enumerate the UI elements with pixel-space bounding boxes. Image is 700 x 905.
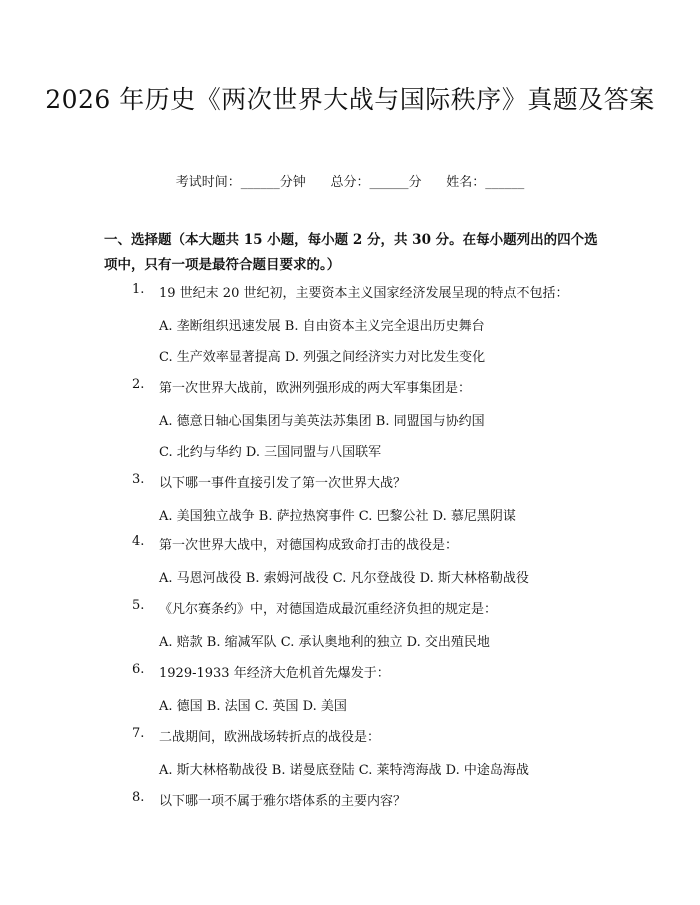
question-text: 二战期间，欧洲战场转折点的战役是： xyxy=(159,730,381,745)
question-number: 5. xyxy=(132,598,145,613)
question-text: 第一次世界大战前，欧洲列强形成的两大军事集团是： xyxy=(159,381,472,396)
question-text: 19 世纪末 20 世纪初，主要资本主义国家经济发展呈现的特点不包括： xyxy=(159,286,569,301)
question-text: 第一次世界大战中，对德国构成致命打击的战役是： xyxy=(159,538,459,553)
answer-options: A. 美国独立战争 B. 萨拉热窝事件 C. 巴黎公社 D. 慕尼黑阴谋 xyxy=(159,509,516,524)
question-number: 8. xyxy=(132,790,145,805)
question-text: 以下哪一事件直接引发了第一次世界大战？ xyxy=(159,476,407,491)
answer-options: A. 马恩河战役 B. 索姆河战役 C. 凡尔登战役 D. 斯大林格勒战役 xyxy=(159,571,529,586)
answer-options: A. 斯大林格勒战役 B. 诺曼底登陆 C. 莱特湾海战 D. 中途岛海战 xyxy=(159,763,529,778)
answer-options: A. 赔款 B. 缩减军队 C. 承认奥地利的独立 D. 交出殖民地 xyxy=(159,635,490,650)
question-text: 《凡尔赛条约》中，对德国造成最沉重经济负担的规定是： xyxy=(159,602,498,617)
answer-options: C. 北约与华约 D. 三国同盟与八国联军 xyxy=(159,445,382,460)
section-heading: 一、选择题（本大题共 15 小题，每小题 2 分，共 30 分。在每小题列出的四个选项中，只有一项是最符合题目要求的。） xyxy=(104,232,598,273)
question-text: 1929-1933 年经济大危机首先爆发于： xyxy=(159,666,390,681)
question-number: 1. xyxy=(132,282,145,297)
question-number: 2. xyxy=(132,377,145,392)
answer-options: A. 垄断组织迅速发展 B. 自由资本主义完全退出历史舞台 xyxy=(159,319,485,334)
question-number: 3. xyxy=(132,472,145,487)
question-number: 7. xyxy=(132,726,145,741)
question-text: 以下哪一项不属于雅尔塔体系的主要内容？ xyxy=(159,794,407,809)
answer-options: A. 德国 B. 法国 C. 英国 D. 美国 xyxy=(159,699,347,714)
question-number: 4. xyxy=(132,534,145,549)
exam-meta-line: 考试时间：______分钟 总分：______分 姓名：______ xyxy=(175,175,525,190)
answer-options: C. 生产效率显著提高 D. 列强之间经济实力对比发生变化 xyxy=(159,350,486,365)
question-number: 6. xyxy=(132,662,145,677)
answer-options: A. 德意日轴心国集团与美英法苏集团 B. 同盟国与协约国 xyxy=(159,414,485,429)
page-title: 2026 年历史《两次世界大战与国际秩序》真题及答案 xyxy=(45,85,655,114)
